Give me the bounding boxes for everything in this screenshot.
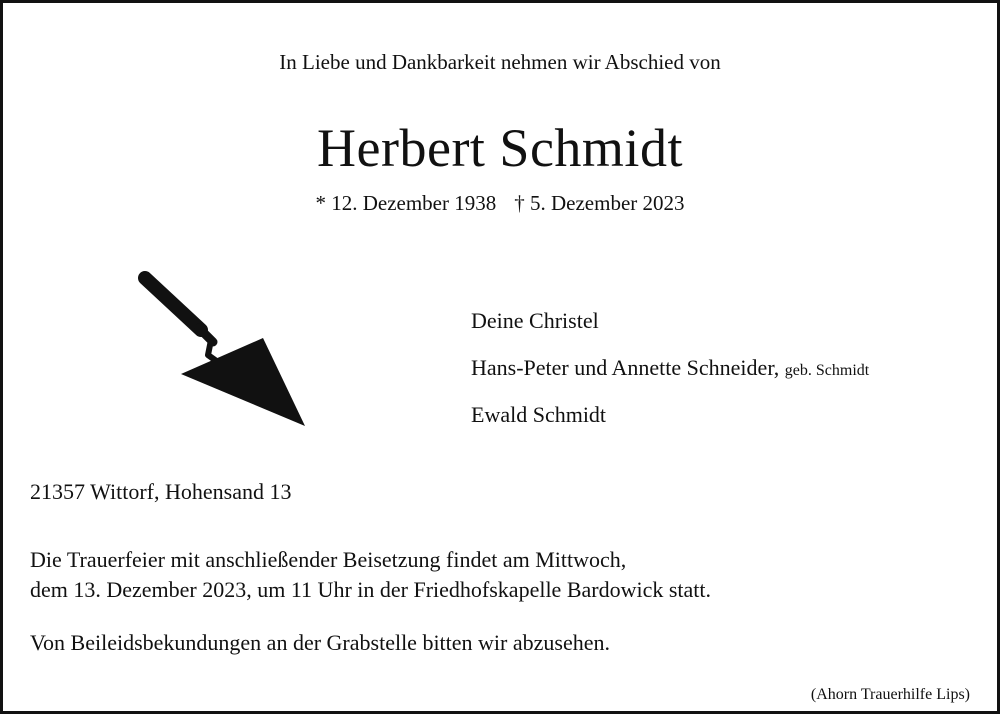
mourner-line: Deine Christel bbox=[471, 308, 599, 333]
mourner-line: Ewald Schmidt bbox=[471, 402, 607, 427]
maiden-name-note: geb. Schmidt bbox=[784, 362, 870, 379]
intro-text: In Liebe und Dankbarkeit nehmen wir Abschied von bbox=[279, 50, 721, 74]
life-dates bbox=[0, 191, 1000, 216]
service-line: Die Trauerfeier mit anschließender Beisetzung findet am Mittwoch, bbox=[30, 547, 627, 572]
condolence-note: Von Beileidsbekundungen an der Grabstelle bitten wir abzusehen. bbox=[30, 630, 610, 655]
trowel-icon bbox=[135, 268, 310, 428]
mourners-list bbox=[471, 308, 869, 449]
deceased-name: Herbert Schmidt bbox=[317, 118, 683, 178]
service-line: dem 13. Dezember 2023, um 11 Uhr in der Friedhofskapelle Bardowick statt. bbox=[30, 577, 712, 602]
funeral-home-credit: (Ahorn Trauerhilfe Lips) bbox=[810, 686, 970, 703]
mourner-names: Hans-Peter und Annette Schneider, bbox=[471, 355, 780, 380]
mourner-line bbox=[471, 355, 869, 402]
death-date: † 5. Dezember 2023 bbox=[514, 191, 685, 215]
birth-date: * 12. Dezember 1938 bbox=[315, 191, 497, 215]
service-info bbox=[30, 545, 711, 605]
address: 21357 Wittorf, Hohensand 13 bbox=[30, 479, 292, 504]
